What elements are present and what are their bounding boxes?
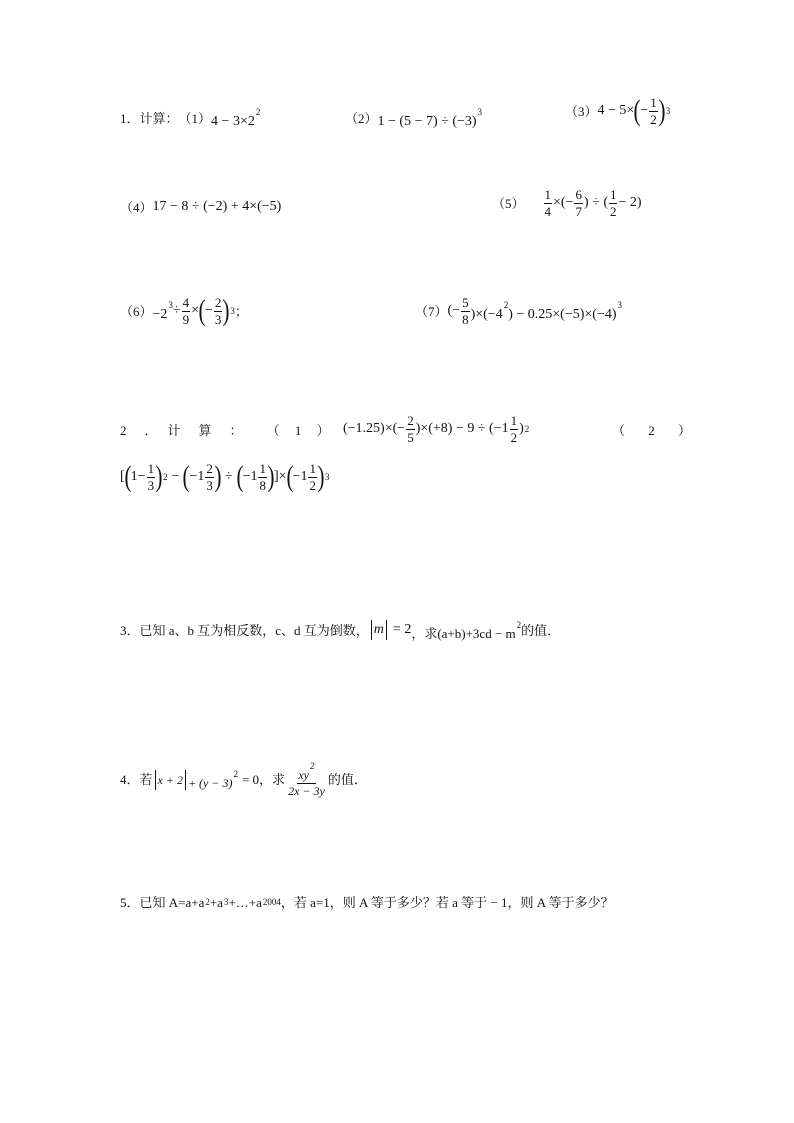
- q2-p2-c-lead: −1: [242, 469, 258, 485]
- q1-p2: [345, 108, 482, 129]
- q1-p5-frac2: $\frac{6}{7}$: [575, 187, 582, 219]
- q2-p2: [120, 462, 329, 492]
- q2-p2-b-frac: $\frac{2}{3}$: [206, 461, 213, 493]
- q2-p1-frac1: $\frac{2}{5}$: [407, 413, 414, 445]
- q1-p2-tag: （2）: [345, 111, 378, 126]
- q1-p6-frac1: $\frac{4}{9}$: [182, 295, 190, 327]
- q2-p2-d-exp: 3: [324, 471, 330, 482]
- q1-p7-open: (−: [447, 303, 461, 319]
- q1-p7: [415, 296, 622, 326]
- q2-p2-op2: ÷: [224, 469, 233, 485]
- q1-p3-lead: 4 − 5×: [597, 103, 635, 119]
- q1-p5-tag: （5）: [492, 195, 525, 211]
- paren-left: (: [286, 460, 294, 494]
- paren-right: ): [317, 460, 325, 494]
- q5: [120, 896, 614, 909]
- q4-abs-expr: x + 2: [157, 772, 183, 787]
- q1-row1: [120, 108, 260, 129]
- abs-bar-right: [386, 620, 387, 640]
- q2-p2-c-frac: $\frac{1}{8}$: [259, 461, 266, 493]
- q4-fraction: $\frac{xy^2}{2x - 3y}$: [288, 761, 325, 798]
- q1-p7-mid: )$\times(-4^2$: [470, 299, 509, 322]
- q2-p1-close: ): [519, 421, 524, 437]
- paren-left: (: [236, 460, 244, 494]
- q4: [120, 762, 367, 797]
- q2-p1-lead: (−1.25)×(−: [343, 421, 406, 437]
- q3-variable: m: [373, 622, 384, 637]
- q1-p7-tail: ) − $0.25\times(-5)\times(-4)^3$: [508, 299, 622, 322]
- q1-label: 计算：: [139, 111, 179, 126]
- q2-dot: ．: [144, 423, 158, 438]
- q2-p2-op1: −: [171, 469, 180, 485]
- q1-p5-mid2: ) ÷ (: [583, 195, 608, 211]
- paren-right: ): [267, 460, 275, 494]
- q2-label-char-3: ：: [229, 423, 243, 438]
- q2-label-char-2: 算: [198, 423, 212, 438]
- q1-p3: [565, 96, 670, 126]
- abs-bar-left: [155, 770, 156, 790]
- paren-right: ): [155, 460, 163, 494]
- q2-number: 2: [120, 423, 127, 438]
- q2-p2-b-lead: −1: [189, 469, 205, 485]
- q2-p1: [343, 414, 529, 444]
- q1-p5: [492, 188, 642, 218]
- q1-p6-exp: 3: [230, 305, 235, 316]
- q3-text-end: 的值．: [521, 622, 561, 638]
- paren-right: ): [214, 460, 222, 494]
- q1-number: 1．: [120, 111, 140, 126]
- q1-p5-tail: − 2): [618, 195, 642, 211]
- q1-p6-op: ÷: [172, 303, 181, 319]
- q2-p1-exp: 2: [524, 423, 530, 434]
- q1-p5-frac1: $\frac{1}{4}$: [544, 187, 552, 219]
- q1-p3-fraction: $\frac{1}{2}$: [650, 95, 657, 127]
- q2-p2-d-lead: −1: [292, 469, 308, 485]
- q5-exp-2: 3: [223, 897, 229, 907]
- q1-p6-tag: （6）: [120, 303, 153, 319]
- q2-p2-d-frac: $\frac{1}{2}$: [309, 461, 316, 493]
- q5-text-before: 5．已知 A=a+a: [120, 895, 205, 910]
- q1-p6-end: ；: [234, 303, 248, 319]
- q4-text-end: 的值．: [327, 772, 367, 788]
- q2-p2-close: ]×: [273, 469, 287, 485]
- q1-p4: [120, 200, 281, 214]
- paren-left: (: [633, 94, 641, 128]
- q1-p5-mid1: ×(−: [553, 195, 574, 211]
- q1-p7-tag: （7）: [415, 303, 448, 319]
- q1-p6-mul: ×: [191, 303, 200, 319]
- q2-row1: [120, 424, 336, 437]
- paren-right: ): [658, 94, 666, 128]
- q1-p3-exp: 3: [665, 105, 671, 116]
- abs-bar-right: [185, 770, 186, 790]
- q5-text-after: ，若 a=1，则 A 等于多少？若 a 等于 − 1，则 A 等于多少？: [280, 895, 614, 910]
- abs-bar-left: [371, 620, 372, 640]
- q5-exp-1: 2: [205, 897, 210, 907]
- q2-p2-open: [: [120, 469, 125, 485]
- q3: [120, 620, 560, 640]
- q2-label-char-1: 计: [167, 423, 181, 438]
- q1-p3-tag: （3）: [565, 103, 598, 119]
- q4-mid: + $(y - 3)^2$: [187, 769, 238, 791]
- q2-p2-tag: （ 2 ）: [612, 423, 702, 438]
- paren-right: ): [222, 294, 230, 328]
- q1-p4-expr: 17 − 8 ÷ (−2) + 4×(−5): [152, 199, 282, 214]
- q1-p2-expr: $1 - (5 - 7) \div (-3)^3$: [377, 107, 483, 129]
- q1-p1-expr: $4 - 3\times 2^2$: [211, 107, 261, 129]
- q3-text-before: 3．已知 a、b 互为相反数，c、d 互为倒数，: [120, 622, 369, 638]
- paren-left: (: [182, 460, 190, 494]
- q1-p7-frac: $\frac{5}{8}$: [462, 295, 469, 327]
- q5-plus-2: +…+a: [228, 895, 262, 910]
- q1-p6-minus: −: [205, 303, 213, 319]
- paren-left: (: [124, 460, 132, 494]
- q1-p1-tag: （1）: [178, 111, 212, 126]
- q1-p6-frac2: $\frac{2}{3}$: [214, 295, 222, 327]
- q1-p6-lead: $-2^3$: [152, 299, 173, 322]
- q2-p2-a-frac: $\frac{1}{3}$: [147, 461, 155, 493]
- q1-p5-frac3: $\frac{1}{2}$: [609, 187, 617, 219]
- q3-equals: = 2: [392, 622, 412, 637]
- q1-p6: [120, 296, 248, 326]
- q2-p2-a-exp: 2: [163, 471, 168, 482]
- q4-equals: = 0，求: [241, 772, 286, 788]
- q5-plus-1: +a: [209, 895, 223, 910]
- q2-p2-tag-wrap: [612, 424, 701, 437]
- paren-left: (: [198, 294, 206, 328]
- q5-exp-3: 2004: [262, 897, 281, 907]
- q4-text-before: 4．若: [120, 772, 153, 788]
- q3-text-after: ，求$(a+b)+3cd - m^2$: [411, 619, 522, 641]
- q2-p1-frac2: $\frac{1}{2}$: [510, 413, 518, 445]
- q2-p1-tag: （ 1 ）: [266, 423, 336, 438]
- q1-p3-minus: −: [640, 103, 649, 119]
- q1-p4-tag: （4）: [120, 199, 153, 215]
- q2-p2-a-lead: 1−: [130, 469, 146, 485]
- q2-p1-mid: )×(+8) − 9 ÷ (−1: [415, 421, 509, 437]
